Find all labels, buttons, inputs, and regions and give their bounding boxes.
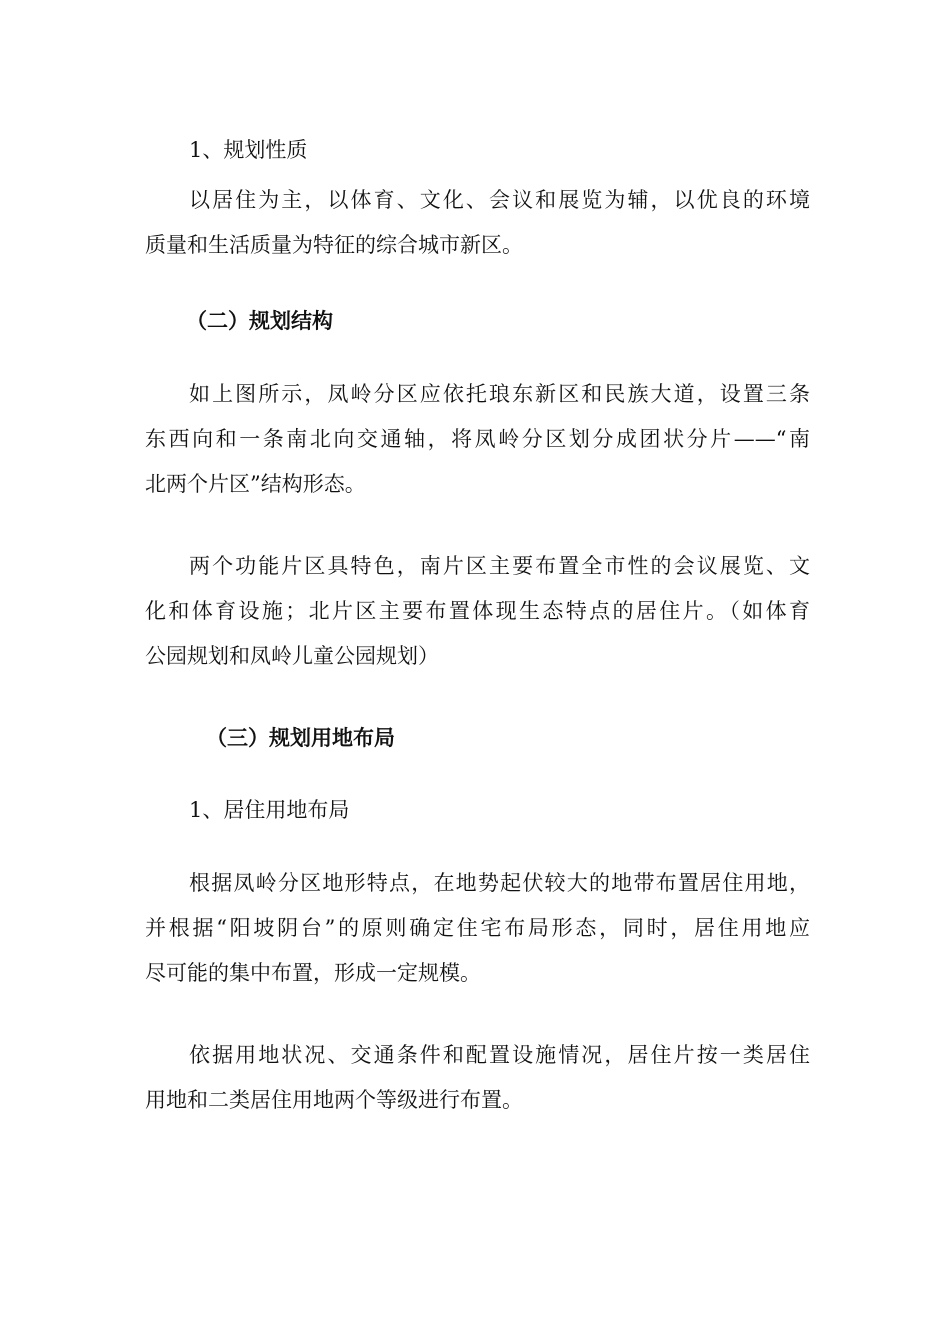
paragraph-planning-nature bbox=[145, 178, 810, 268]
paragraph-line: 如上图所示，凤岭分区应依托琅东新区和民族大道，设置三条 bbox=[189, 382, 810, 406]
section-title-residential-land bbox=[145, 788, 810, 833]
paragraph-line: 两个功能片区具特色，南片区主要布置全市性的会议展览、文 bbox=[189, 554, 810, 578]
paragraph-residential-classes bbox=[145, 1033, 810, 1123]
heading-land-use-layout: （三）规划用地布局 bbox=[206, 726, 395, 750]
paragraph-planning-structure bbox=[145, 372, 810, 507]
paragraph-line: 根据凤岭分区地形特点，在地势起伏较大的地带布置居住用地， bbox=[189, 871, 810, 895]
paragraph-line: 东西向和一条南北向交通轴，将凤岭分区划分成团状分片——“南 bbox=[145, 427, 810, 451]
heading-planning-structure: （二）规划结构 bbox=[186, 309, 333, 333]
paragraph-line: 化和体育设施；北片区主要布置体现生态特点的居住片。（如体育 bbox=[145, 599, 810, 623]
paragraph-line: 依据用地状况、交通条件和配置设施情况，居住片按一类居住 bbox=[189, 1043, 810, 1067]
section-title-text: 1、规划性质 bbox=[189, 138, 308, 162]
section-title-text: 1、居住用地布局 bbox=[189, 798, 350, 822]
paragraph-functional-zones bbox=[145, 544, 810, 679]
paragraph-line: 北两个片区”结构形态。 bbox=[145, 472, 366, 496]
paragraph-line: 质量和生活质量为特征的综合城市新区。 bbox=[145, 233, 523, 257]
paragraph-line: 用地和二类居住用地两个等级进行布置。 bbox=[145, 1088, 523, 1112]
paragraph-line: 公园规划和凤岭儿童公园规划） bbox=[145, 644, 439, 668]
paragraph-line: 并根据“阳坡阴台”的原则确定住宅布局形态，同时，居住用地应 bbox=[145, 916, 810, 940]
paragraph-residential-layout bbox=[145, 861, 810, 996]
section-title-planning-nature bbox=[145, 128, 810, 173]
paragraph-line: 以居住为主，以体育、文化、会议和展览为辅，以优良的环境 bbox=[189, 188, 810, 212]
paragraph-line: 尽可能的集中布置，形成一定规模。 bbox=[145, 961, 481, 985]
